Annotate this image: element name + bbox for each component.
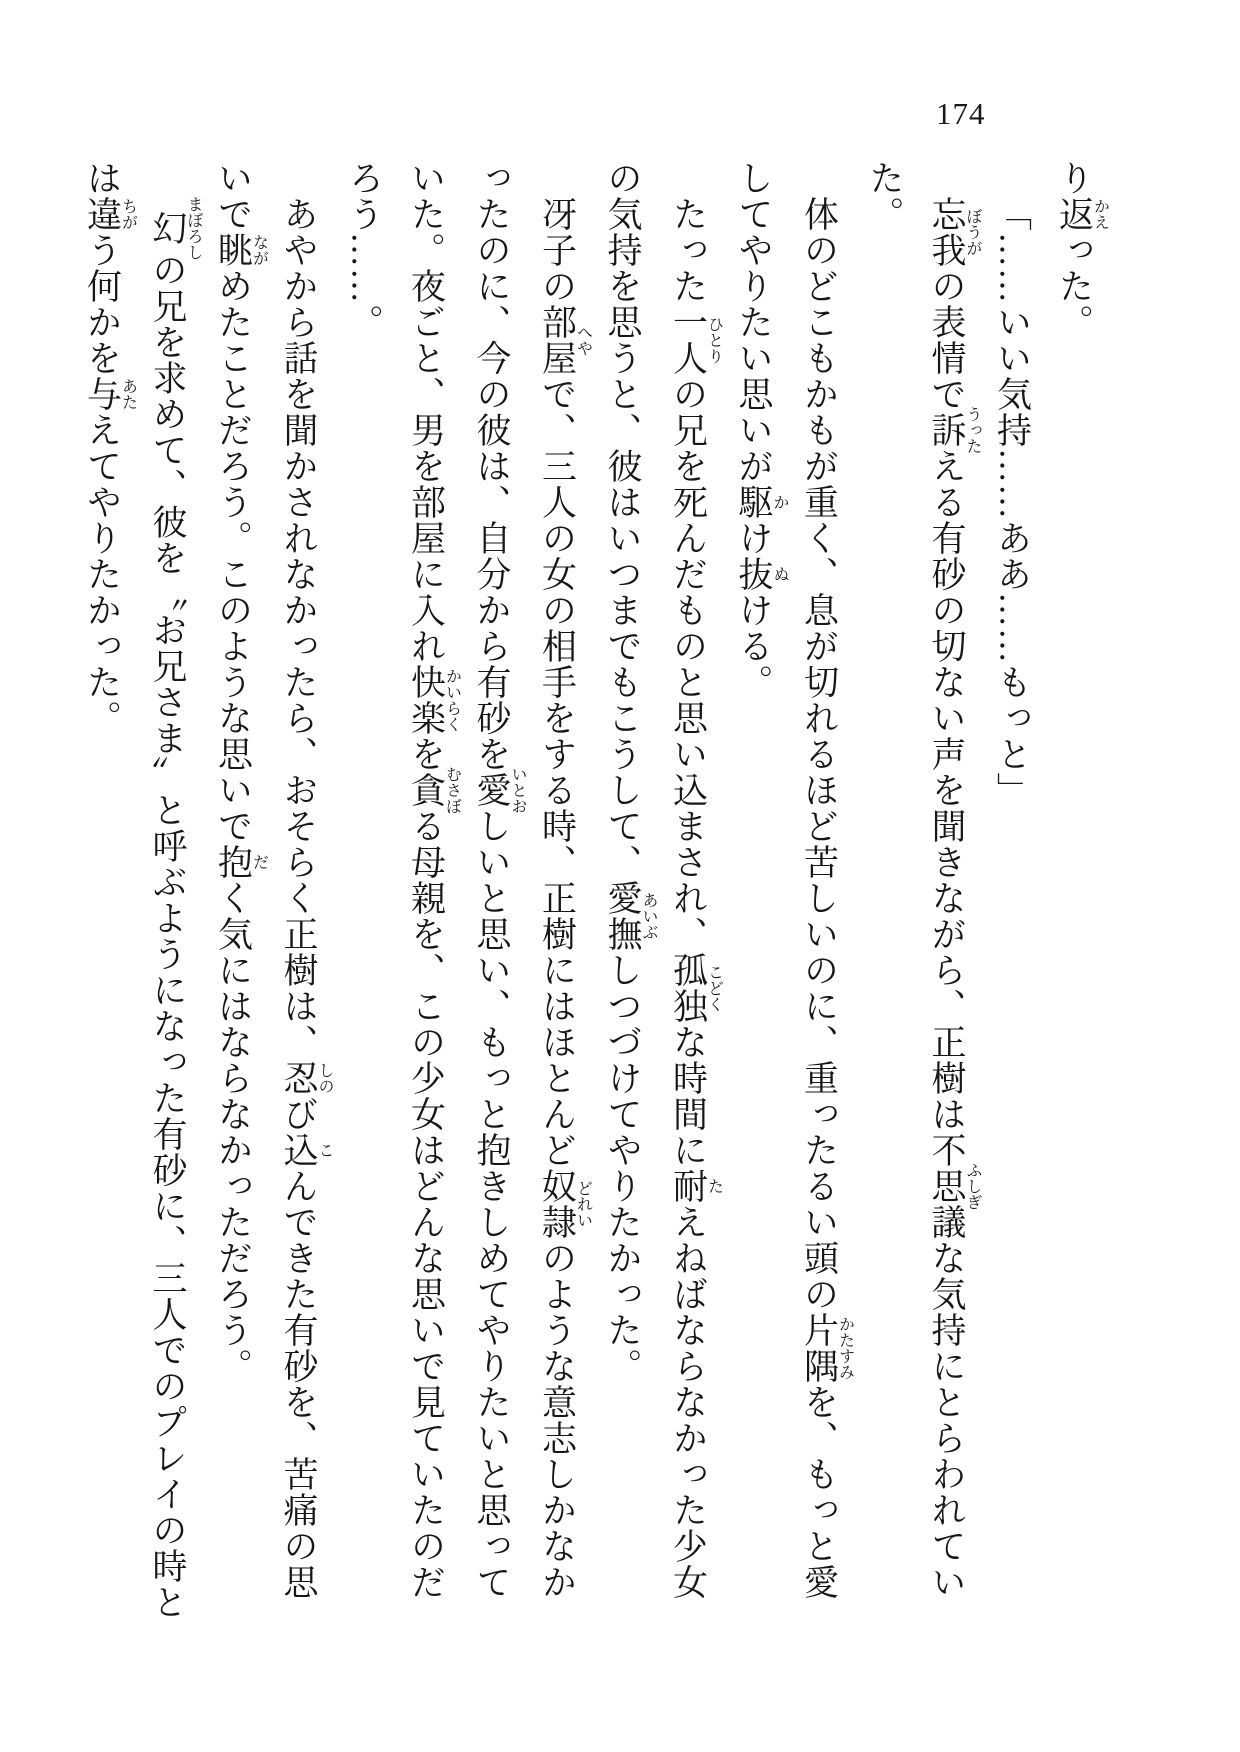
ruby-annotated-word: 訴うった [927,406,981,454]
text-column: してやりたい思いが駆かけ抜ぬける。 [734,160,788,700]
furigana: いとお [509,766,526,814]
furigana: ふしぎ [964,1132,981,1240]
furigana: あいぶ [640,880,657,952]
furigana: た [705,1168,723,1204]
ruby-annotated-word: 違ちが [82,196,137,232]
ruby-annotated-word: 孤独こどく [668,952,723,1024]
ruby-annotated-word: 眺なが [213,232,268,268]
page-number: 174 [936,96,986,131]
ruby-annotated-word: 返かえ [1054,196,1109,232]
furigana: まぼろし [185,196,202,260]
furigana: あた [119,376,137,412]
ruby-annotated-word: 駆か [734,484,788,520]
furigana: うった [964,406,981,454]
ruby-annotated-word: 幻まぼろし [148,196,202,260]
furigana: むさぼ [443,766,461,814]
text-column: たった一人ひとりの兄を死んだものと思い込まされ、孤独こどくな時間に耐たえねばならなかった少女 [668,196,723,1600]
ruby-annotated-word: 片隅かたすみ [799,1312,854,1384]
text-column: 「……いい気持……ああ……もっと」 [992,196,1032,808]
ruby-annotated-word: 部屋へや [537,304,592,376]
ruby-annotated-word: 抱だ [213,844,268,880]
ruby-annotated-word: 愛撫あいぶ [603,880,657,952]
text-column: た。 [865,160,904,232]
furigana: かえ [1091,196,1109,232]
text-column: ろう……。 [344,160,384,340]
text-column: いで眺ながめたことだろう。このような思いで抱だく気にはならなかっただろう。 [213,160,268,1384]
text-column: は違ちがう何かを与あたえてやりたかった。 [82,160,137,736]
furigana: こ [316,1132,333,1168]
ruby-annotated-word: 愛いとお [472,766,526,814]
text-column: いた。夜ごと、男を部屋に入れ快楽かいらくを貪むさぼる母親を、この少女はどんな思いで見ていたのだ [406,160,461,1600]
furigana: こどく [705,952,723,1024]
ruby-annotated-word: 奴隷どれい [537,1168,592,1240]
text-column: の気持を思うと、彼はいつまでもこうして、愛撫あいぶしつづけてやりたかった。 [603,160,657,1384]
furigana: ちが [119,196,137,232]
text-column: 幻まぼろしの兄を求めて、彼を〝お兄さま〟と呼ぶようになった有砂に、三人でのプレイの時と [148,196,202,1620]
ruby-annotated-word: 忘我ぼうが [927,196,981,268]
furigana: へや [574,304,592,376]
ruby-annotated-word: 快楽かいらく [406,664,461,736]
text-column: ったのに、今の彼は、自分から有砂を愛いとおしいと思い、もっと抱きしめてやりたいと思って [472,160,526,1600]
furigana: かいらく [443,664,461,736]
text-column: 忘我ぼうがの表情で訴うったえる有砂の切ない声を聞きながら、正樹は不思議ふしぎな気持にとらわれてい [927,196,981,1600]
ruby-annotated-word: 不思議ふしぎ [927,1132,981,1240]
furigana: ぼうが [964,196,981,268]
ruby-annotated-word: 抜ぬ [734,556,788,592]
furigana: なが [250,232,268,268]
ruby-annotated-word: 忍しの [279,1060,333,1096]
text-column: あやから話を聞かされなかったら、おそらく正樹は、忍しのび込こんできた有砂を、苦痛の思 [279,196,333,1600]
furigana: しの [316,1060,333,1096]
text-column: 冴子の部屋へやで、三人の女の相手をする時、正樹にはほとんど奴隷どれいのような意志しかなか [537,196,592,1600]
furigana: かたすみ [836,1312,854,1384]
furigana: ぬ [771,556,788,592]
vertical-text-block [71,160,1109,1620]
ruby-annotated-word: 貪むさぼ [406,766,461,814]
furigana: ひとり [705,304,723,376]
ruby-annotated-word: 与あた [82,376,137,412]
text-column: 体のどこもかもが重く、息が切れるほど苦しいのに、重ったるい頭の片隅かたすみを、もっと愛 [799,196,854,1600]
furigana: だ [250,844,268,880]
ruby-annotated-word: 込こ [279,1132,333,1168]
text-column: り返かえった。 [1054,160,1109,340]
furigana: か [771,484,788,520]
furigana: どれい [574,1168,592,1240]
ruby-annotated-word: 耐た [668,1168,723,1204]
ruby-annotated-word: 一人ひとり [668,304,723,376]
